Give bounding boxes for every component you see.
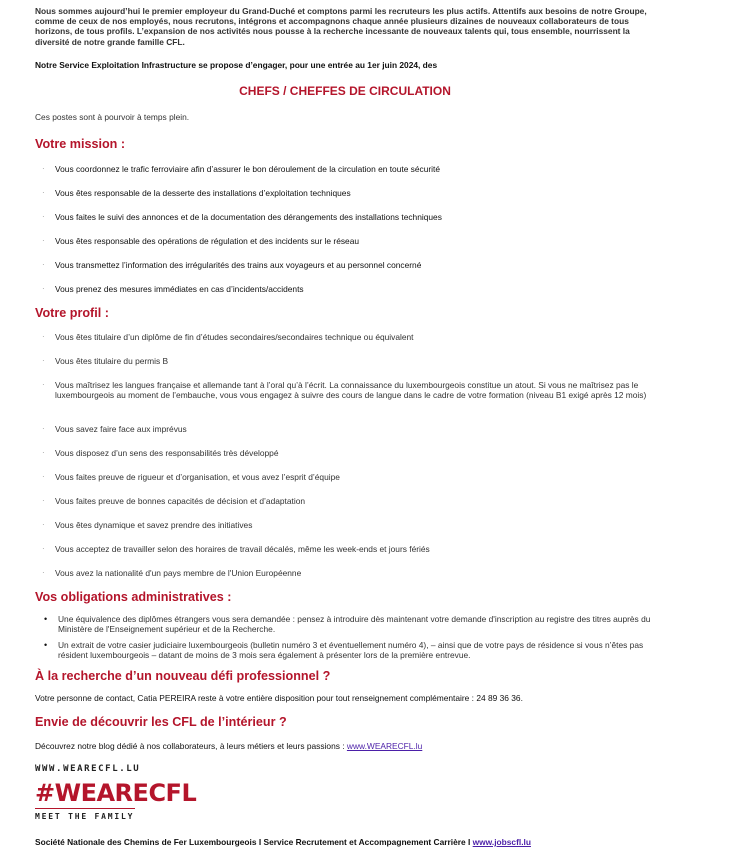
fulltime-note: Ces postes sont à pourvoir à temps plein.	[35, 112, 190, 122]
lead-sentence: Notre Service Exploitation Infrastructure se propose d’engager, pour une entrée au 1er juin 2024, des	[35, 60, 438, 70]
bullet-icon: ·	[42, 424, 45, 433]
job-title: CHEFS / CHEFFES DE CIRCULATION	[239, 84, 451, 98]
contact-paragraph: Votre personne de contact, Catia PEREIRA reste à votre entière disposition pour tout renseignement complémentaire : 24 89 36 36.	[35, 693, 523, 703]
obligations-heading: Vos obligations administratives :	[35, 590, 232, 604]
job-posting: Nous sommes aujourd’hui le premier employeur du Grand-Duché et comptons parmi les recruteurs les plus actifs. Attentifs aux besoins de notre Groupe, comme de ceux de nos employés, nous recrutons, intégrons et accompagnons chaque année plusieurs dizaines de nouveaux collaborateurs de tous horizons, de tous profils. L’expansion de nos activités nous pousse à la recherche incessante de nouveaux talents qui, tous ensemble, nourrissent la diversité de notre grande famille CFL. Notre Service Exploitation Infrastructure se propose d’engager, pour une entrée au 1er juin 2024, des CHEFS / CHEFFES DE CIRCULATION Ces postes sont à pourvoir à temps plein. Votre mission : · Vous coordonnez le trafic ferroviaire afin d’assurer le bon déroulement de la circulation en toute sécurité · Vous êtes responsable de la desserte des installations d’exploitation techniques · Vous faites le suivi des annonces et de la documentation des dérangements des installations techniques · Vous êtes responsable des opérations de régulation et des incidents sur le réseau · Vous transmettez l’information des irrégularités des trains aux voyageurs et au personnel concerné · Vous prenez des mesures immédiates en cas d’incidents/accidents Votre profil : · Vous êtes titulaire d’un diplôme de fin d’études secondaires/secondaires technique ou équivalent · Vous êtes titulaire du permis B · Vous maîtrisez les langues française et allemande tant à l’oral qu’à l’écrit. La connaissance du luxembourgeois constitue un atout. Si vous ne maîtrisez pas le luxembourgeois au moment de l’embauche, vous vous engagez à suivre des cours de langue dans le cadre de votre formation (niveau B1 exigé après 12 mois) · Vous savez faire face aux imprévus · Vous disposez d’un sens des responsabilités très développé · Vous faites preuve de rigueur et d’organisation, et vous avez l’esprit d’équipe · Vous faites preuve de bonnes capacités de décision et d’adaptation · Vous êtes dynamique et savez prendre des initiatives · Vous acceptez de travailler selon des horaires de travail décalés, même les week-ends et jours fériés · Vous avez la nationalité d'un pays membre de l'Union Européenne Vos obligations administratives : • Une équivalence des diplômes étrangers vous sera demandée : pensez à introduire dès maintenant votre demande d'inscription au registre des titres auprès du Ministère de l'Enseignement supérieur et de la Recherche. • Un extrait de votre casier judiciaire luxembourgeois (bulletin numéro 3 et éventuellement numéro 4), – ainsi que de votre pays de résidence si vous n’êtes pas résident luxembourgeois – datant de moins de 3 mois sera également à présenter lors de la première entrevue. À la recherche d’un nouveau défi professionnel ? Votre personne de contact, Catia PEREIRA reste à votre entière disposition pour tout renseignement complémentaire : 24 89 36 36. Envie de découvrir les CFL de l’intérieur ? Découvrez notre blog dédié à nos collaborateurs, à leurs métiers et leurs passions : www.WEARECFL.lu	[35, 0, 660, 47]
wearecfl-logo	[35, 764, 197, 824]
bullet-icon: ·	[42, 164, 45, 173]
logo-divider	[35, 808, 135, 809]
blog-paragraph	[35, 741, 660, 751]
discover-heading: Envie de découvrir les CFL de l’intérieur ?	[35, 715, 287, 729]
bullet-icon: ·	[42, 544, 45, 553]
challenge-heading: À la recherche d’un nouveau défi professionnel ?	[35, 669, 331, 683]
logo-hashtag: #WEARECFL	[35, 779, 197, 807]
bullet-icon: ·	[42, 472, 45, 481]
wearecfl-link[interactable]: www.WEARECFL.lu	[346, 741, 423, 751]
footer-text: Société Nationale des Chemins de Fer Luxembourgeois I Service Recrutement et Accompagnement Carrière I	[35, 837, 473, 847]
logo-tagline: MEET THE FAMILY	[35, 812, 135, 821]
bullet-icon: ·	[42, 212, 45, 221]
bullet-icon: ·	[42, 520, 45, 529]
bullet-icon: ·	[42, 568, 45, 577]
bullet-icon: ·	[42, 356, 45, 365]
bullet-icon: ·	[42, 496, 45, 505]
bullet-icon: ·	[42, 236, 45, 245]
bullet-icon: ·	[42, 448, 45, 457]
mission-heading: Votre mission :	[35, 137, 126, 151]
bullet-icon: ·	[42, 332, 45, 341]
footer	[35, 837, 531, 847]
bullet-icon: ·	[42, 380, 45, 389]
bullet-icon: ·	[42, 260, 45, 269]
blog-text: Découvrez notre blog dédié à nos collaborateurs, à leurs métiers et leurs passions :	[35, 741, 347, 751]
intro-paragraph: Nous sommes aujourd’hui le premier employeur du Grand-Duché et comptons parmi les recruteurs les plus actifs. Attentifs aux besoins de notre Groupe, comme de ceux de nos employés, nous recrutons, intégrons et accompagnons chaque année plusieurs dizaines de nouveaux collaborateurs de tous horizons, de tous profils. L’expansion de nos activités nous pousse à la recherche incessante de nouveaux talents qui, tous ensemble, nourrissent la diversité de notre grande famille CFL.	[35, 6, 647, 47]
logo-url: WWW.WEARECFL.LU	[35, 764, 141, 774]
profile-heading: Votre profil :	[35, 306, 109, 320]
bullet-icon: ·	[42, 188, 45, 197]
bullet-icon: ·	[42, 284, 45, 293]
bullet-icon: •	[44, 640, 48, 650]
jobscfl-link[interactable]: www.jobscfl.lu	[472, 837, 531, 847]
bullet-icon: •	[44, 614, 48, 624]
